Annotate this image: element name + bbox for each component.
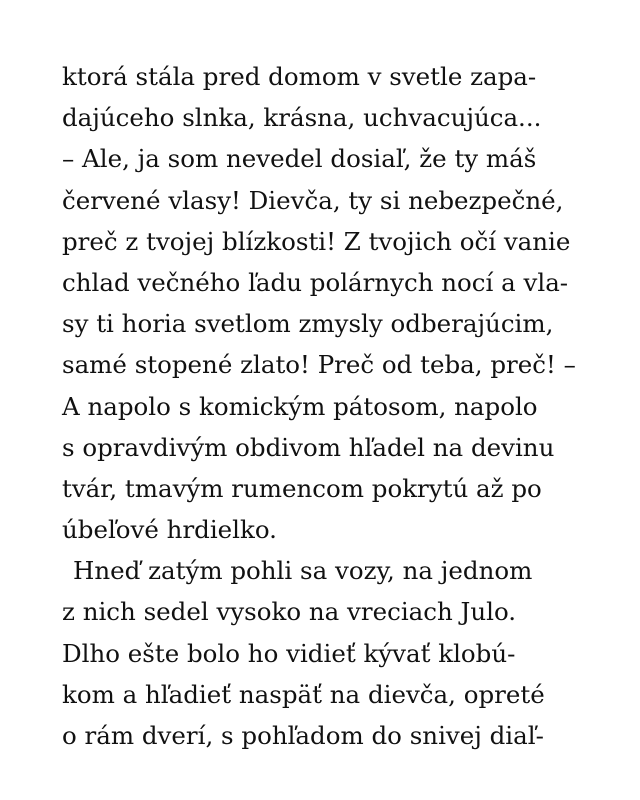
text-line: – Ale, ja som nevedel dosiaľ, že ty máš <box>62 144 537 174</box>
text-line: preč z tvojej blízkosti! Z tvojich očí vanie <box>62 226 571 256</box>
text-line: tvár, tmavým rumencom pokrytú až po <box>62 473 542 503</box>
text-line: úbeľové hrdielko. <box>62 515 277 545</box>
text-line: Dlho ešte bolo ho vidieť kývať klobú- <box>62 638 516 668</box>
text-line: chlad večného ľadu polárnych nocí a vla- <box>62 267 569 297</box>
text-line: sy ti horia svetlom zmysly odberajúcim, <box>62 309 554 339</box>
text-line: s opravdivým obdivom hľadel na devinu <box>62 432 555 462</box>
text-line: z nich sedel vysoko na vreciach Julo. <box>62 597 517 627</box>
text-line: ktorá stála pred domom v svetle zapa- <box>62 62 537 91</box>
text-line: A napolo s komickým pátosom, napolo <box>62 391 538 421</box>
text-line: kom a hľadieť naspäť na dievča, opreté <box>62 679 545 709</box>
body-text <box>62 56 602 756</box>
text-line: samé stopené zlato! Preč od teba, preč! – <box>62 350 576 380</box>
paragraph-start-line: Hneď zatým pohli sa vozy, na jednom <box>73 556 533 586</box>
text-line: dajúceho slnka, krásna, uchvacujúca... <box>62 103 542 133</box>
text-line: o rám dverí, s pohľadom do snivej diaľ- <box>62 721 544 750</box>
text-line: červené vlasy! Dievča, ty si nebezpečné, <box>62 185 564 215</box>
